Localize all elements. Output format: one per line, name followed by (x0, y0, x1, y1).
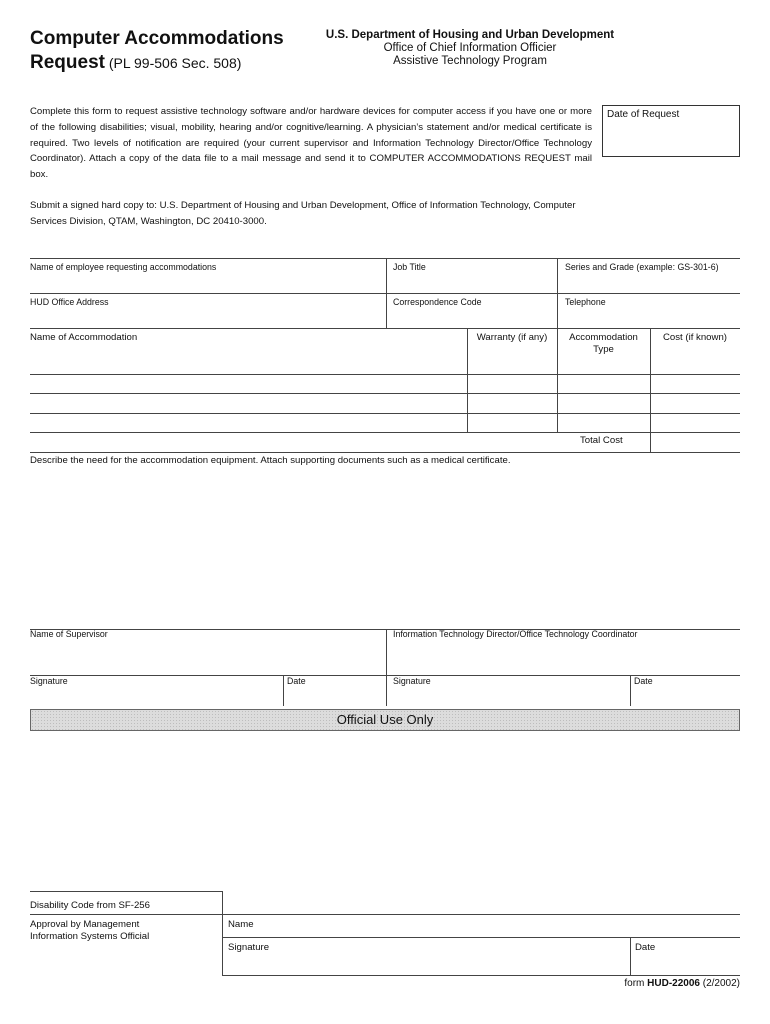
divider (30, 452, 740, 453)
divider (630, 675, 631, 706)
date-of-request-field[interactable] (602, 105, 740, 157)
divider (630, 937, 631, 975)
supervisor-date-field[interactable]: Date (287, 676, 306, 686)
correspondence-code-field[interactable]: Correspondence Code (393, 297, 482, 307)
instructions-paragraph: Complete this form to request assistive technology software and/or hardware devices for computer access if you have one or more of the following disabilities; visual, mobility, hearing and/or cognitive/learning. A physician’s statement and/or medical certificate is required. Two levels of notification are required (your current supervisor and Information Technology Director/Office Technology Coordinator). Attach a copy of the data file to a mail message and send it to COMPUTER ACCOMMODATIONS REQUEST mail box. (30, 106, 592, 181)
supervisor-name-field[interactable]: Name of Supervisor (30, 629, 108, 639)
col-header-accommodation: Name of Accommodation (30, 332, 138, 343)
divider (222, 891, 223, 975)
agency-header (318, 29, 622, 68)
table-row[interactable] (30, 413, 740, 414)
approval-mis-official-label: Approval by Management Information Systems Official (30, 919, 150, 942)
submission-paragraph: Submit a signed hard copy to: U.S. Department of Housing and Urban Development, Office of Information Technology, Computer Services Division, QTAM, Washington, DC 20410-3000. (30, 200, 576, 227)
official-use-banner: Official Use Only (30, 709, 740, 731)
table-row[interactable] (30, 393, 740, 394)
table-row[interactable] (30, 374, 740, 375)
it-director-date-field[interactable]: Date (634, 676, 653, 686)
mis-official-date-field[interactable]: Date (635, 942, 656, 953)
divider (30, 328, 740, 329)
divider (30, 293, 740, 294)
divider (650, 328, 651, 452)
table-row[interactable] (30, 432, 740, 433)
form-title-statute: (PL 99-506 Sec. 508) (104, 55, 242, 71)
divider (283, 675, 284, 706)
employee-name-field[interactable]: Name of employee requesting accommodations (30, 262, 217, 272)
date-of-request-label: Date of Request (607, 109, 680, 120)
col-header-type: Accommodation Type (569, 332, 638, 355)
divider (222, 937, 740, 938)
office-address-field[interactable]: HUD Office Address (30, 297, 109, 307)
supervisor-signature-field[interactable]: Signature (30, 676, 68, 686)
agency-program: Assistive Technology Program (393, 55, 547, 67)
mis-official-signature-field[interactable]: Signature (228, 942, 270, 953)
form-number: form HUD-22006 (2/2002) (624, 978, 740, 989)
divider (386, 629, 387, 706)
it-director-field[interactable]: Information Technology Director/Office Technology Coordinator (393, 629, 638, 639)
disability-code-field[interactable]: Disability Code from SF-256 (30, 900, 150, 911)
telephone-field[interactable]: Telephone (565, 297, 606, 307)
need-description-field[interactable]: Describe the need for the accommodation equipment. Attach supporting documents such as a medical certificate. (30, 455, 511, 466)
it-director-signature-field[interactable]: Signature (393, 676, 431, 686)
form-title-request: Request (30, 52, 105, 73)
job-title-field[interactable]: Job Title (393, 262, 426, 272)
form-title-line2 (30, 51, 241, 75)
mis-official-name-field[interactable]: Name (228, 919, 254, 930)
divider (30, 914, 740, 915)
col-header-warranty: Warranty (if any) (476, 332, 548, 343)
series-grade-field[interactable]: Series and Grade (example: GS-301-6) (565, 262, 719, 272)
divider (30, 891, 222, 892)
divider (30, 258, 740, 259)
divider (222, 975, 740, 976)
agency-office: Office of Chief Information Officier (383, 42, 557, 54)
col-header-cost: Cost (if known) (663, 332, 727, 343)
agency-name: U.S. Department of Housing and Urban Development (325, 29, 615, 41)
total-cost-label: Total Cost (580, 435, 623, 446)
form-title: Computer Accommodations (30, 28, 284, 49)
